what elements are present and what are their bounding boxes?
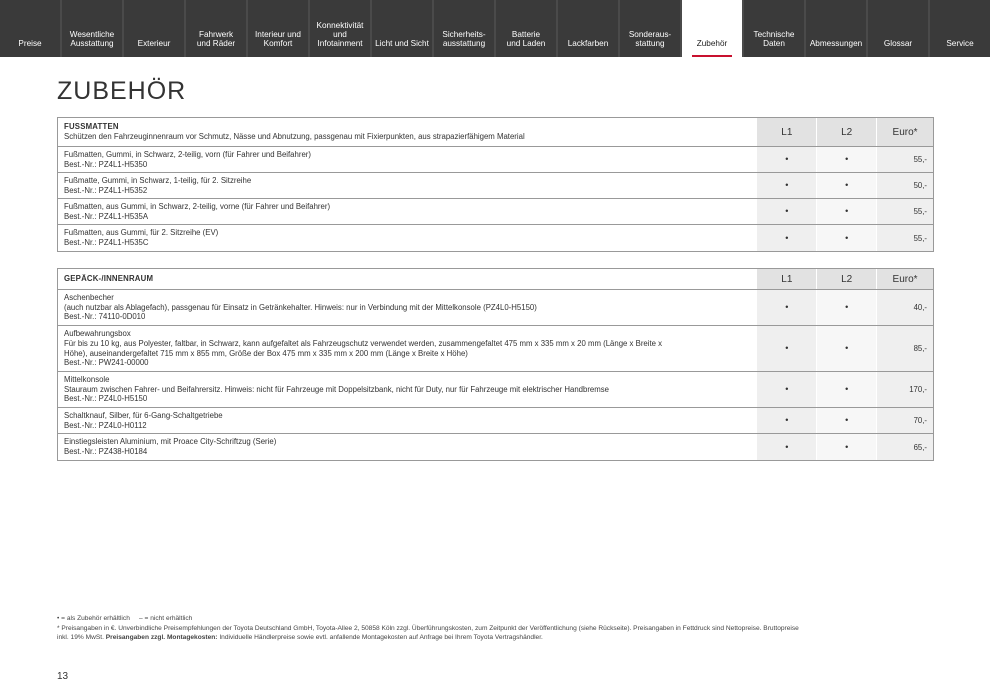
availability-l2: • xyxy=(816,372,876,407)
nav-item-label: Lackfarben xyxy=(567,39,609,48)
footnote-price-info xyxy=(57,624,937,643)
item-description-line: Best.-Nr.: PW241-00000 xyxy=(64,358,149,368)
nav-item-label: Glossar xyxy=(883,39,913,48)
nav-item-label: Batterie und Laden xyxy=(506,30,546,48)
nav-item-label: Fahrwerk und Räder xyxy=(196,30,236,48)
nav-item-0[interactable] xyxy=(0,0,60,57)
item-price: 65,- xyxy=(876,434,933,460)
table-row xyxy=(58,434,933,460)
item-description xyxy=(58,326,756,371)
item-description-line: Aschenbecher xyxy=(64,292,114,302)
item-description xyxy=(58,290,756,325)
availability-l2: • xyxy=(816,173,876,198)
nav-item-label: Sonderaus- stattung xyxy=(628,30,672,48)
item-description xyxy=(58,199,756,224)
item-price: 55,- xyxy=(876,225,933,251)
nav-item-label: Zubehör xyxy=(692,39,732,57)
nav-item-5[interactable] xyxy=(310,0,370,57)
nav-item-7[interactable] xyxy=(434,0,494,57)
table-header-row xyxy=(58,269,933,290)
availability-l1: • xyxy=(756,199,816,224)
availability-l2: • xyxy=(816,434,876,460)
nav-item-2[interactable] xyxy=(124,0,184,57)
footnotes xyxy=(57,614,937,643)
table-row xyxy=(58,408,933,434)
availability-l1: • xyxy=(756,173,816,198)
column-header-l2: L2 xyxy=(816,118,876,146)
nav-item-label: Exterieur xyxy=(137,39,171,48)
nav-item-13[interactable] xyxy=(806,0,866,57)
availability-l1: • xyxy=(756,408,816,433)
nav-item-15[interactable] xyxy=(930,0,990,57)
nav-item-label: Licht und Sicht xyxy=(375,39,429,48)
table-header-description xyxy=(58,118,756,146)
availability-l2: • xyxy=(816,147,876,172)
item-description-line: Best.-Nr.: PZ4L1-H535A xyxy=(64,211,149,221)
column-header-l1: L1 xyxy=(756,118,816,146)
page-title: ZUBEHÖR xyxy=(57,77,187,105)
item-description-line: Best.-Nr.: 74110-0D010 xyxy=(64,312,146,322)
table-subtitle: Schützen den Fahrzeuginnenraum vor Schmutz, Nässe und Abnutzung, passgenau mit Fixierpunkten, aus strapazierfähigem Material xyxy=(64,132,525,141)
table-row xyxy=(58,199,933,225)
item-description xyxy=(58,372,756,407)
item-price: 55,- xyxy=(876,147,933,172)
nav-item-1[interactable] xyxy=(62,0,122,57)
item-description-line: Für bis zu 10 kg, aus Polyester, faltbar, in Schwarz, kann aufgefaltet als Fahrzeugschutz verwendet werden, zusammengefaltet 475 mm x 335 mm x 20 mm (Länge x Breite x xyxy=(64,338,663,348)
nav-item-label: Technische Daten xyxy=(753,30,795,48)
nav-item-14[interactable] xyxy=(868,0,928,57)
column-header-euro: Euro* xyxy=(876,269,933,289)
item-description-line: Best.-Nr.: PZ4L1-H535C xyxy=(64,238,149,247)
column-header-euro: Euro* xyxy=(876,118,933,146)
nav-item-9[interactable] xyxy=(558,0,618,57)
item-price: 85,- xyxy=(876,326,933,371)
nav-item-12[interactable] xyxy=(744,0,804,57)
item-description xyxy=(58,434,756,460)
item-description-line: Best.-Nr.: PZ4L1-H5352 xyxy=(64,185,148,195)
table-row xyxy=(58,173,933,199)
item-description-line: Aufbewahrungsbox xyxy=(64,328,131,338)
availability-l1: • xyxy=(756,225,816,251)
item-description-line: (auch nutzbar als Ablagefach), passgenau für Einsatz in Getränkehalter. Hinweis: nur in Verbindung mit der Mittelkonsole (PZ4L0-H5150) xyxy=(64,302,537,312)
footnote-line1: * Preisangaben in €. Unverbindliche Preisempfehlungen der Toyota Deutschland GmbH, Toyota-Allee 2, 50858 Köln zzgl. Überführungskosten, zum Zeitpunkt der Veröffentlichung (siehe Rückseite). Preisangaben in Fettdruck sind Nettopreise. Bruttopreise xyxy=(57,624,799,632)
nav-item-11[interactable] xyxy=(682,0,742,57)
availability-l1: • xyxy=(756,434,816,460)
availability-l2: • xyxy=(816,199,876,224)
item-description-line: Mittelkonsole xyxy=(64,374,110,384)
nav-item-label: Konnektivität und Infotainment xyxy=(316,21,364,48)
table-row xyxy=(58,290,933,326)
item-description xyxy=(58,173,756,198)
availability-l1: • xyxy=(756,290,816,325)
footnote-line2-bold: Preisangaben zzgl. Montagekosten: xyxy=(105,634,218,642)
availability-l2: • xyxy=(816,225,876,251)
nav-item-label: Wesentliche Ausstattung xyxy=(69,30,115,48)
item-description-line: Best.-Nr.: PZ4L0-H0112 xyxy=(64,420,147,430)
table-row xyxy=(58,147,933,173)
top-navigation xyxy=(0,0,990,57)
item-description-line: Fußmatten, aus Gummi, in Schwarz, 2-teilig, vorne (für Fahrer und Beifahrer) xyxy=(64,201,331,211)
item-price: 170,- xyxy=(876,372,933,407)
table-title: GEPÄCK-/INNENRAUM xyxy=(64,274,154,284)
nav-item-label: Preise xyxy=(18,39,42,48)
item-description-line: Best.-Nr.: PZ4L0-H5150 xyxy=(64,394,148,404)
availability-l2: • xyxy=(816,290,876,325)
item-description-line: Best.-Nr.: PZ438-H0184 xyxy=(64,447,148,456)
table-row xyxy=(58,372,933,408)
fussmatten-table xyxy=(57,117,934,252)
item-price: 55,- xyxy=(876,199,933,224)
item-description-line: Schaltknauf, Silber, für 6-Gang-Schaltgetriebe xyxy=(64,410,223,420)
footnote-legend: • = als Zubehör erhältlich – = nicht erhältlich xyxy=(57,615,193,622)
footnote-line2-end: Individuelle Händlerpreise sowie evtl. anfallende Montagekosten auf Anfrage bei Ihrem Toyota Vertragshändler. xyxy=(217,634,543,642)
item-description-line: Einstiegsleisten Aluminium, mit Proace City-Schriftzug (Serie) xyxy=(64,437,277,447)
item-price: 50,- xyxy=(876,173,933,198)
availability-l2: • xyxy=(816,326,876,371)
item-description-line: Fußmatten, Gummi, in Schwarz, 2-teilig, vorn (für Fahrer und Beifahrer) xyxy=(64,149,311,159)
item-description-line: Fußmatte, Gummi, in Schwarz, 1-teilig, für 2. Sitzreihe xyxy=(64,175,252,185)
nav-item-4[interactable] xyxy=(248,0,308,57)
availability-l1: • xyxy=(756,147,816,172)
availability-l1: • xyxy=(756,372,816,407)
nav-item-label: Service xyxy=(946,39,974,48)
item-description xyxy=(58,147,756,172)
item-price: 40,- xyxy=(876,290,933,325)
nav-item-label: Sicherheits- ausstattung xyxy=(442,30,486,48)
column-header-l1: L1 xyxy=(756,269,816,289)
availability-l1: • xyxy=(756,326,816,371)
table-header-row xyxy=(58,118,933,147)
page-number: 13 xyxy=(57,671,69,682)
gepaeck-innenraum-table xyxy=(57,268,934,461)
item-description-line: Best.-Nr.: PZ4L1-H5350 xyxy=(64,159,148,169)
table-title: FUSSMATTEN xyxy=(64,122,119,132)
nav-item-label: Interieur und Komfort xyxy=(255,30,301,48)
table-row xyxy=(58,225,933,251)
table-row xyxy=(58,326,933,372)
footnote-line2-start: inkl. 19% MwSt. xyxy=(57,634,106,642)
item-price: 70,- xyxy=(876,408,933,433)
item-description xyxy=(58,225,756,251)
nav-item-8[interactable] xyxy=(496,0,556,57)
item-description-line: Stauraum zwischen Fahrer- und Beifahrersitz. Hinweis: nicht für Fahrzeuge mit Doppelsitzbank, nicht für Duty, nur für Fahrzeuge mit elektrischer Handbremse xyxy=(64,384,609,394)
availability-l2: • xyxy=(816,408,876,433)
item-description-line: Fußmatten, aus Gummi, für 2. Sitzreihe (EV) xyxy=(64,228,219,238)
item-description xyxy=(58,408,756,433)
nav-item-label: Abmessungen xyxy=(809,39,863,48)
column-header-l2: L2 xyxy=(816,269,876,289)
table-header-description xyxy=(58,269,756,289)
nav-item-10[interactable] xyxy=(620,0,680,57)
item-description-line: Höhe), auseinandergefaltet 715 mm x 855 mm, Größe der Box 475 mm x 335 mm x 200 mm (Länge x Breite x Höhe) xyxy=(64,348,468,358)
nav-item-6[interactable] xyxy=(372,0,432,57)
nav-item-3[interactable] xyxy=(186,0,246,57)
